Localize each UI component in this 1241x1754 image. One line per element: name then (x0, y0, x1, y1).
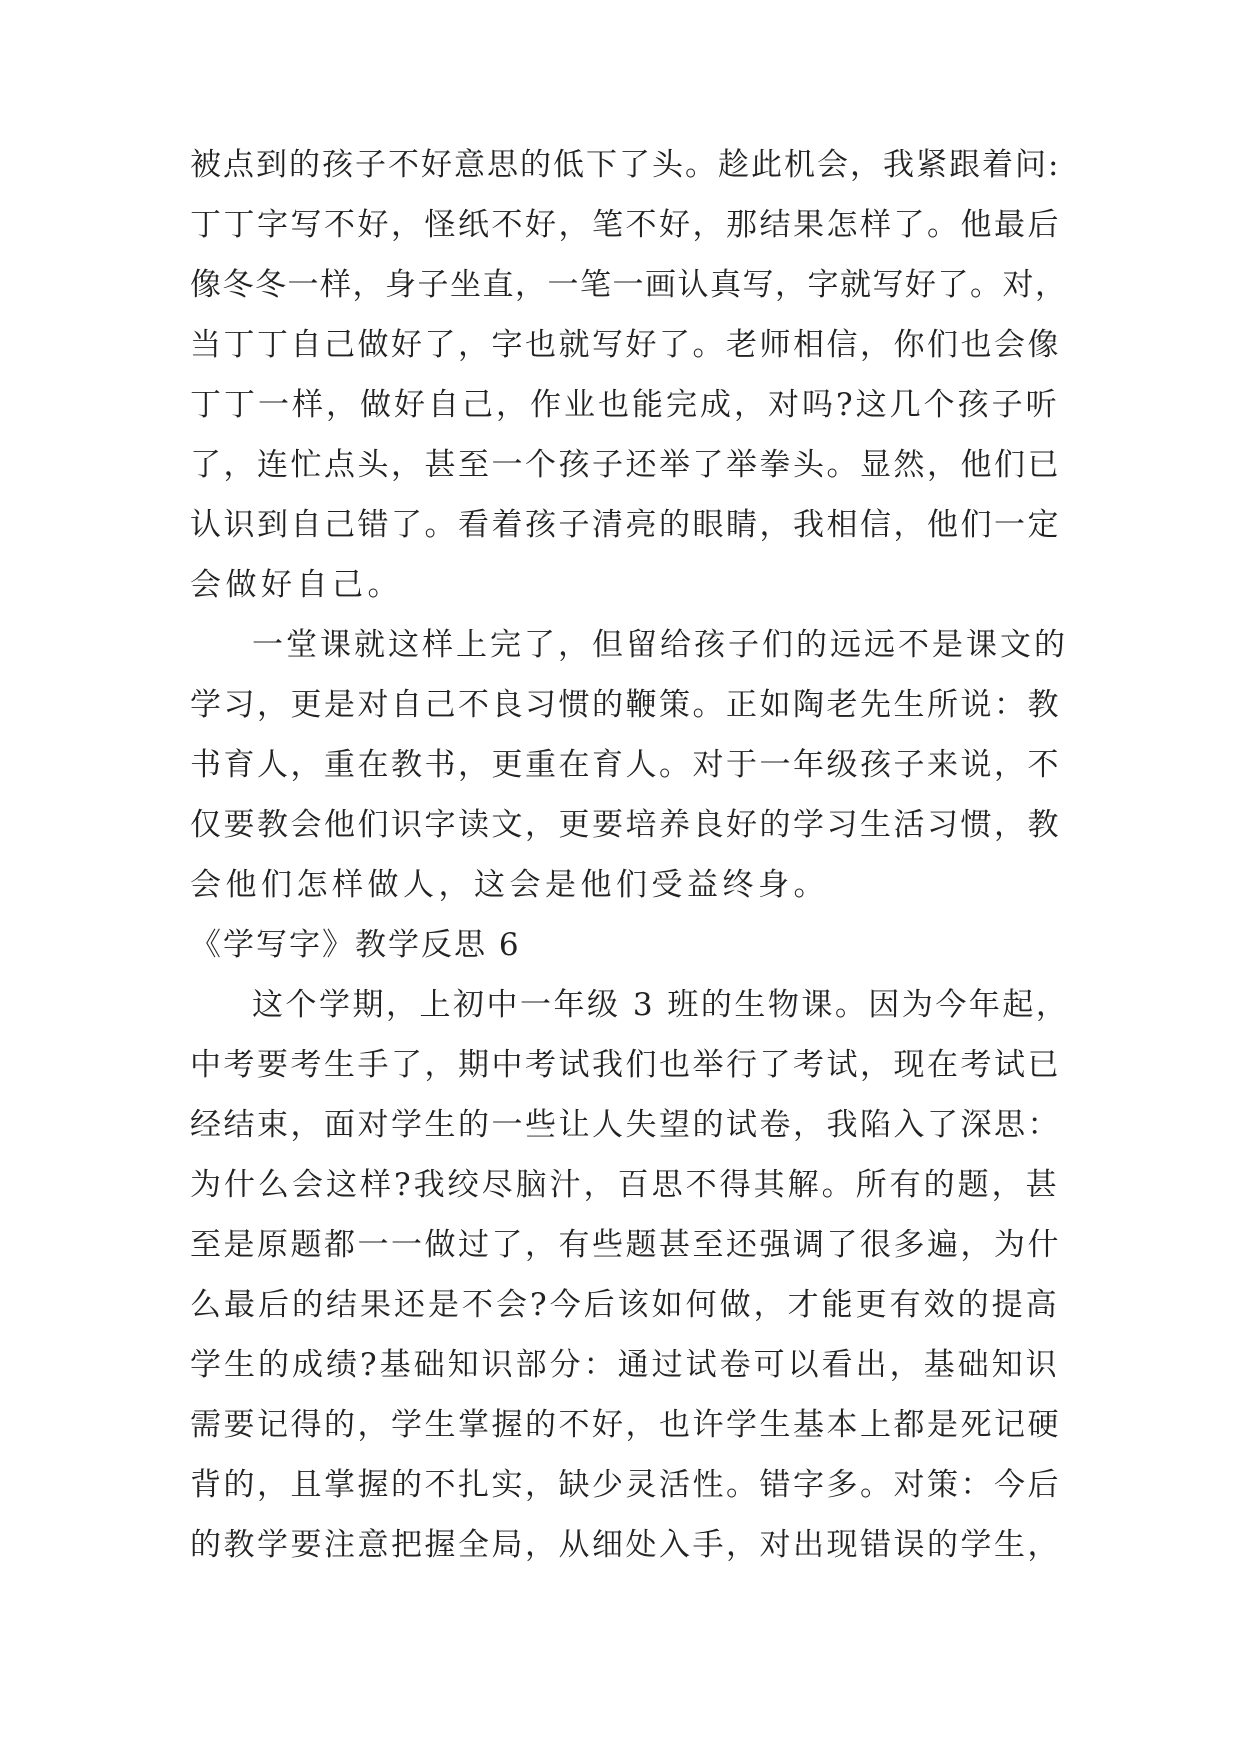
text-line: 学生的成绩?基础知识部分：通过试卷可以看出，基础知识 (190, 1347, 1060, 1383)
text-line: 会他们怎样做人，这会是他们受益终身。 (190, 867, 829, 903)
text-line: 认识到自己错了。看着孩子清亮的眼睛，我相信，他们一定 (190, 507, 1061, 543)
text-line: 中考要考生手了，期中考试我们也举行了考试，现在考试已 (190, 1047, 1061, 1083)
text-line: 需要记得的，学生掌握的不好，也许学生基本上都是死记硬 (190, 1407, 1061, 1443)
text-line: 丁丁一样，做好自己，作业也能完成，对吗?这几个孩子听 (190, 387, 1060, 423)
text-line: 当丁丁自己做好了，字也就写好了。老师相信，你们也会像 (190, 327, 1061, 363)
text-line: 的教学要注意把握全局，从细处入手，对出现错误的学生， (190, 1527, 1061, 1563)
paragraph-start-line: 这个学期，上初中一年级 3 班的生物课。因为今年起， (252, 987, 1070, 1023)
text-line: 经结束，面对学生的一些让人失望的试卷，我陷入了深思： (190, 1107, 1061, 1143)
text-line: 学习，更是对自己不良习惯的鞭策。正如陶老先生所说：教 (190, 687, 1061, 723)
text-line: 至是原题都一一做过了，有些题甚至还强调了很多遍，为什 (190, 1227, 1061, 1263)
text-line: 背的，且掌握的不扎实，缺少灵活性。错字多。对策：今后 (190, 1467, 1061, 1503)
text-line: 仅要教会他们识字读文，更要培养良好的学习生活习惯，教 (190, 807, 1061, 843)
text-line: 像冬冬一样，身子坐直，一笔一画认真写，字就写好了。对， (190, 267, 1068, 303)
text-line: 为什么会这样?我绞尽脑汁，百思不得其解。所有的题，甚 (190, 1167, 1060, 1203)
body-text (190, 135, 1070, 1575)
paragraph-start-line: 一堂课就这样上完了，但留给孩子们的远远不是课文的 (252, 627, 1068, 663)
section-heading: 《学写字》教学反思 6 (190, 927, 521, 963)
text-line: 书育人，重在教书，更重在育人。对于一年级孩子来说，不 (190, 747, 1061, 783)
text-line: 么最后的结果还是不会?今后该如何做，才能更有效的提高 (190, 1287, 1060, 1323)
text-line: 会做好自己。 (190, 567, 403, 603)
text-line: 被点到的孩子不好意思的低下了头。趁此机会，我紧跟着问: (190, 147, 1061, 183)
text-line: 丁丁字写不好，怪纸不好，笔不好，那结果怎样了。他最后 (190, 207, 1061, 243)
text-line: 了，连忙点头，甚至一个孩子还举了举拳头。显然，他们已 (190, 447, 1061, 483)
